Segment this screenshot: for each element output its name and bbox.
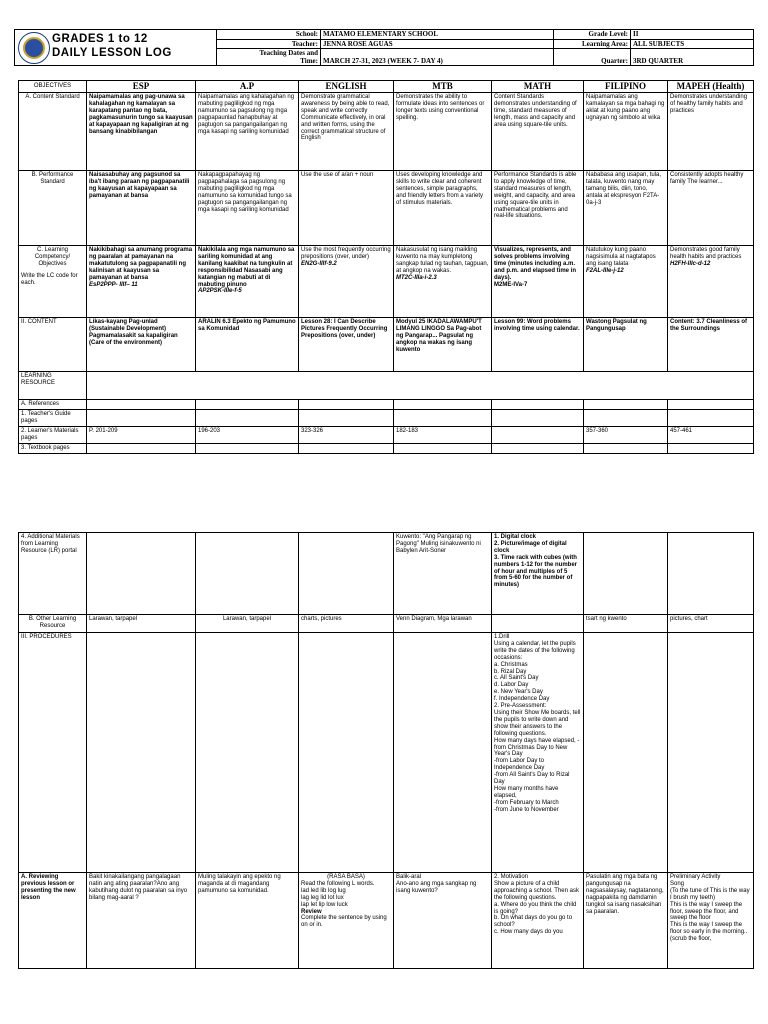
- cell: Content Standards demonstrates understanding of time, standard measures of length, mass and capacity and area using square-tile units.: [492, 93, 584, 171]
- cell: tsart ng kwento: [584, 615, 668, 633]
- cell: Uses developing knowledge and skills to write clear and coherent sentences, simple paragraphs, and friendly letters from a variety of stimulus materials.: [394, 171, 492, 246]
- school-value: MATAMO ELEMENTARY SCHOOL: [321, 30, 554, 40]
- cell: 2. Motivation Show a picture of a child approaching a school. Then ask the following questions. a. Where do you think the child is going? b. On what days do you go to school? c. How many days do you: [492, 873, 584, 969]
- table-row: [19, 246, 754, 318]
- row-label: III. PROCEDURES: [19, 633, 87, 873]
- cell: 1. Digital clock 2. Picture/image of digital clock 3. Time rack with cubes (with numbers 1-12 for the number of hour and multiples of 5 from 5-60 for the number of minutes): [492, 533, 584, 615]
- cell: P. 201-209: [87, 426, 196, 443]
- cell: Kuwento: "Ang Pangarap ng Pagong" Muling isinakuwento ni Babylen Arit-Soner: [394, 533, 492, 615]
- cell: Wastong Pagsulat ng Pangungusap: [584, 318, 668, 372]
- cell: Natutukoy kung paano nagsisimula at nagtatapos ang isang talata F2AL-IIIe-j-12: [584, 246, 668, 318]
- row-label: A. Reviewing previous lesson or presenting the new lesson: [19, 873, 87, 969]
- table-row: [19, 400, 754, 410]
- table-row: [19, 426, 754, 443]
- table-row: [19, 372, 754, 400]
- cell: Naipamamalas ang kamalayan sa mga bahagi ng aklat at kung paano ang ugnayan ng simbolo at wika: [584, 93, 668, 171]
- cell: Larawan, tarpapel: [87, 615, 196, 633]
- cell: Content: 3.7 Cleanliness of the Surroundings: [668, 318, 754, 372]
- row-label: 1. Teacher's Guide pages: [19, 410, 87, 427]
- cell: (RASA BASA) Read the following L words. lad led lib log lug lag leg lid lot lux lap let lip low luck Review Complete the sentence by using on or in.: [299, 873, 394, 969]
- row-label: II. CONTENT: [19, 318, 87, 372]
- objectives-header: OBJECTIVES: [19, 81, 87, 93]
- cell: Lesson 28: I Can Describe Pictures Frequently Occurring Prepositions (over, under): [299, 318, 394, 372]
- cell: charts, pictures: [299, 615, 394, 633]
- cell: Demonstrate grammatical awareness by being able to read, speak and write correctly Communicate effectively, in oral and written forms, using the correct grammatical structure of English: [299, 93, 394, 171]
- title-cell: [15, 30, 217, 66]
- cell: Naipamamalas ang pag-unawa sa kahalagahan ng kamalayan sa karapatang pantao ng bata, pagkamasunurin tungo sa kaayusan at kapayapaan ng kapaligiran at ng bansang kinabibilangan: [87, 93, 196, 171]
- cell: Naipamamalas ang kahalagahan ng mabuting pagliligkod ng mga namumuno sa pagsulong ng mga pagpapaunlad hanapbuhay at pagtugon sa pangangailangan ng mga kasapi ng sariling komunidad: [196, 93, 299, 171]
- table-row: [19, 93, 754, 171]
- row-label: A. References: [19, 400, 87, 410]
- cell: [87, 372, 754, 400]
- cell: 182-183: [394, 426, 492, 443]
- row-label: 3. Textbook pages: [19, 443, 87, 453]
- cell: 357-360: [584, 426, 668, 443]
- dates-value: MARCH 27-31, 2023 (WEEK 7- DAY 4): [321, 49, 554, 66]
- cell: Nababasa ang usapan, tula, talata, kuwento nang may tamang bilis, diin, tono, antala at ekspresyon F2TA-0a-j-3: [584, 171, 668, 246]
- cell: 1.Drill Using a calendar, let the pupils write the dates of the following occasions: a. Christmas b. Rizal Day c. All Saint's Day d. Labor Day e. New Year's Day f. Independence Day 2. Pre-Assessment: Using their Show Me boards, tell the pupils to write down and show their answers to the following questions. How many days have elapsed, -from Christmas Day to New Year's Day -from Labor Day to Independence Day -from All Saint's Day to Rizal Day How many months have elapsed, -from February to March -from June to November: [492, 633, 584, 873]
- area-label: Learning Area:: [554, 39, 631, 49]
- cell: 457-461: [668, 426, 754, 443]
- cell: Nakasusulat ng isang maikling kuwento na may kumpletong sangkap tulad ng tauhan, tagpuan, at angkop na wakas. MT2C-IIIa-i-2.3: [394, 246, 492, 318]
- cell: 323-326: [299, 426, 394, 443]
- row-label: LEARNING RESOURCE: [19, 372, 87, 400]
- school-label: School:: [217, 30, 321, 40]
- table-row: [19, 873, 754, 969]
- table-row: [19, 443, 754, 453]
- cell: Bakit kinakailangang pangalagaan natin ang ating paaralan?Ano ang kabutihang dulot ng paaralan sa inyo bilang mag-aaral ?: [87, 873, 196, 969]
- table-row: [19, 633, 754, 873]
- cell: Performance Standards is able to apply knowledge of time, standard measures of length, weight, and capacity, and area using square-tile units in mathematical problems and real-life situations.: [492, 171, 584, 246]
- cell: Demonstrates understanding of healthy family habits and practices: [668, 93, 754, 171]
- col-mapeh: MAPEH (Health): [668, 81, 754, 93]
- quarter-value: 3RD QUARTER: [631, 49, 754, 66]
- col-ap: A.P: [196, 81, 299, 93]
- lesson-table-part2: [18, 532, 754, 969]
- cell: 196-203: [196, 426, 299, 443]
- table-row: [19, 318, 754, 372]
- lesson-table-part1: [18, 80, 754, 454]
- cell: Nakapagpapahayag ng pagpapahalaga sa pagsulong ng mabuting pagliligkod ng mga namumuno sa komunidad tungo sa pagtugon sa pangangailangan ng mga kasapi ng sariling komunidad: [196, 171, 299, 246]
- grade-value: II: [631, 30, 754, 40]
- row-label: B. Other Learning Resource: [19, 615, 87, 633]
- grade-label: Grade Level:: [554, 30, 631, 40]
- dates-label: Teaching Dates and Time:: [217, 49, 321, 66]
- cell: Lesson 99: Word problems involving time using calendar.: [492, 318, 584, 372]
- cell: Visualizes, represents, and solves problems involving time (minutes including a.m. and p.m. and elapsed time in days). M2ME-IVa-7: [492, 246, 584, 318]
- table-row: [19, 615, 754, 633]
- quarter-label: Quarter:: [554, 49, 631, 66]
- cell: Larawan, tarpapel: [196, 615, 299, 633]
- document-title: GRADES 1 to 12 DAILY LESSON LOG: [52, 33, 172, 59]
- table-row: [19, 171, 754, 246]
- cell: Modyul 25 IKADALAWAMPU'T LIMANG LINGGO Sa Pag-abot ng Pangarap... Pagsulat ng angkop na wakas ng isang kuwento: [394, 318, 492, 372]
- area-value: ALL SUBJECTS: [631, 39, 754, 49]
- cell: Muling talakayin ang epekto ng maganda at di magandang pamumuno sa komunidad.: [196, 873, 299, 969]
- teacher-label: Teacher:: [217, 39, 321, 49]
- cell: Balik-aral Ano-ano ang mga sangkap ng isang kuwento?: [394, 873, 492, 969]
- row-label: 4. Additional Materials from Learning Resource (LR) portal: [19, 533, 87, 615]
- row-label: C. Learning Competency/ Objectives Write the LC code for each.: [19, 246, 87, 318]
- cell: Nakikibahagi sa anumang programa ng paaralan at pamayanan na makatutulong sa pagpapanatili ng kalinisan at kaayusan sa pamayanan at bansa EsP2PPP- IIIf– 11: [87, 246, 196, 318]
- cell: Preliminary Activity Song (To the tune of This is the way I brush my teeth) This is the way I sweep the floor, sweep the floor, and sweep the floor This is the way I sweep the floor so early in the morning.. (scrub the floor,: [668, 873, 754, 969]
- col-math: MATH: [492, 81, 584, 93]
- cell: Demonstrates the ability to formulate ideas into sentences or longer texts using conventional spelling.: [394, 93, 492, 171]
- cell: Demonstrates good family health habits and practices H2FH-IIIc-d-12: [668, 246, 754, 318]
- cell: Consistently adopts healthy family The learner...: [668, 171, 754, 246]
- table-row: [19, 410, 754, 427]
- header-info-table: [14, 29, 754, 66]
- cell: Venn Diagram, Mga larawan: [394, 615, 492, 633]
- cell: Nakikilala ang mga namumuno sa sariling komunidad at ang kanilang kaakibat na tungkulin at responsibilidad Nasasabi ang katangian ng mabuti at di mabuting pinuno AP2PSK-IIIe-f-5: [196, 246, 299, 318]
- cell: Use the use of a/an + noun: [299, 171, 394, 246]
- cell: Use the most frequently occurring prepositions (over, under) EN2G-IIIf-9.2: [299, 246, 394, 318]
- cell: ARALIN 6.3 Epekto ng Pamumuno sa Komunidad: [196, 318, 299, 372]
- col-esp: ESP: [87, 81, 196, 93]
- row-label: B. Performance Standard: [19, 171, 87, 246]
- col-english: ENGLISH: [299, 81, 394, 93]
- row-label: A. Content Standard: [19, 93, 87, 171]
- col-mtb: MTB: [394, 81, 492, 93]
- cell: Likas-kayang Pag-unlad (Sustainable Development) Pagmamalasakit sa kapaligiran (Care of the environment): [87, 318, 196, 372]
- row-label: 2. Learner's Materials pages: [19, 426, 87, 443]
- teacher-value: JENNA ROSE AGUAS: [321, 39, 554, 49]
- cell: Naisasabuhay ang pagsunod sa iba't ibang paraan ng pagpapanatili ng kaayusan at kapayapaan sa pamayanan at bansa: [87, 171, 196, 246]
- table-row: [19, 533, 754, 615]
- cell: Pasulatin ang mga bata ng pangungusap na nagsasalaysay, nagtatanong, nagpapakita ng damdamin tungkol sa isang nasaksihan sa paaralan.: [584, 873, 668, 969]
- col-filipino: FILIPINO: [584, 81, 668, 93]
- cell: pictures, chart: [668, 615, 754, 633]
